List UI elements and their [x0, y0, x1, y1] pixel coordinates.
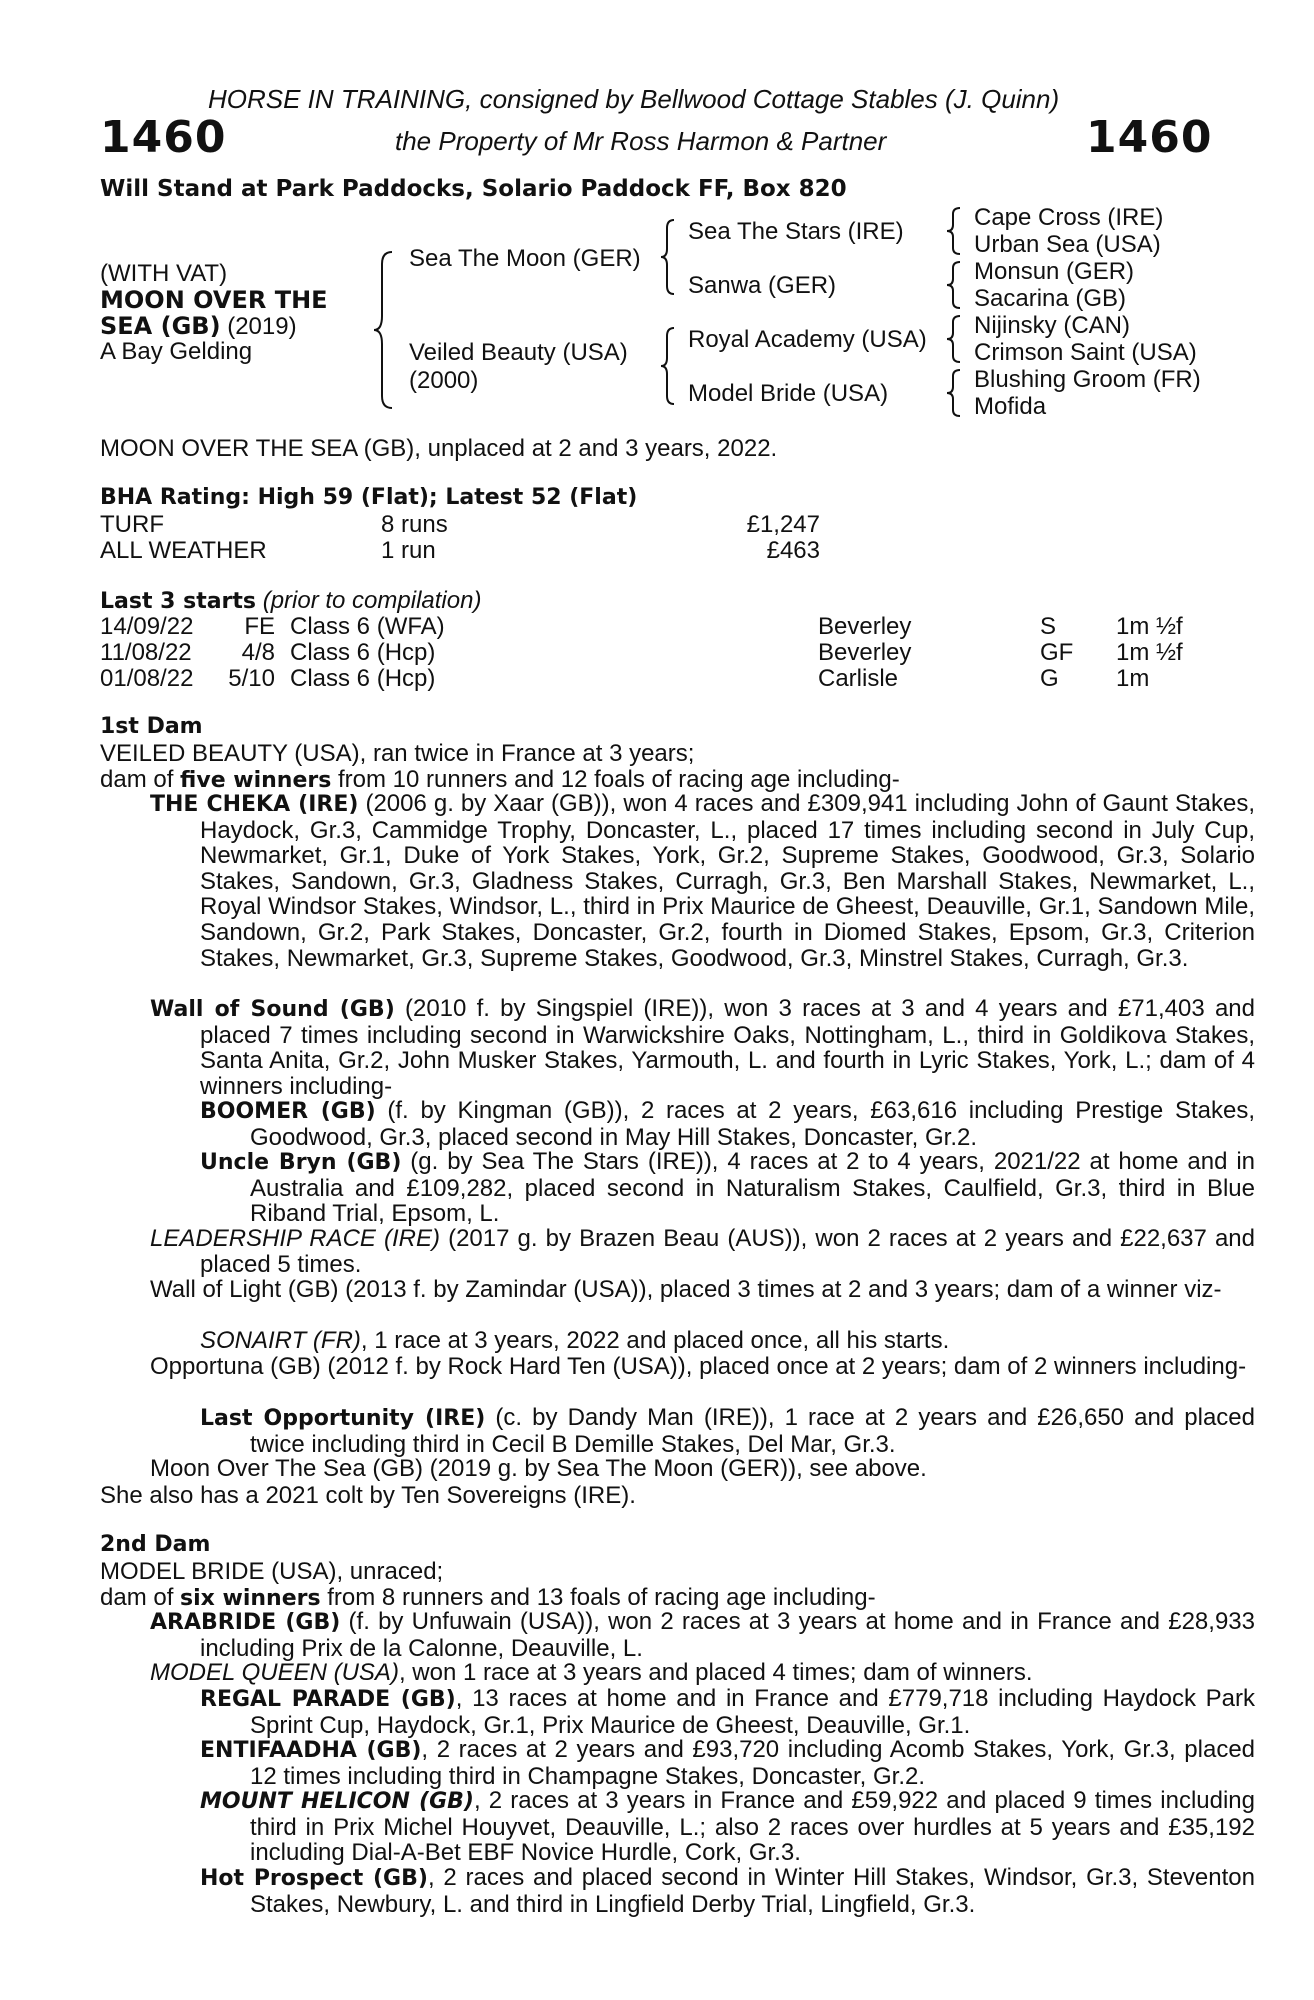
progeny-name: Last Opportunity (IRE) [200, 1406, 486, 1431]
progeny-name: LEADERSHIP RACE (IRE) [150, 1225, 440, 1252]
progeny-boomer [200, 1098, 1255, 1150]
horse-name-line2 [100, 312, 297, 341]
pedigree-gen3-2: Urban Sea (USA) [974, 231, 1161, 258]
progeny-uncle-bryn [200, 1149, 1255, 1227]
pedigree-brace-sire [658, 218, 678, 296]
progeny-name: REGAL PARADE (GB) [200, 1687, 456, 1712]
dam2-summary-pre: dam of [100, 1584, 181, 1611]
progeny-name: MODEL QUEEN (USA) [150, 1659, 399, 1686]
pedigree-dam-year: (2000) [409, 367, 479, 394]
progeny-hot-prospect [200, 1865, 1255, 1917]
progeny-text: (f. by Kingman (GB)), 2 races at 2 years, £63,616 including Prestige Stakes, Goodwood, Gr.3, placed second in May Hill Stakes, Doncaster, Gr.2. [250, 1097, 1255, 1151]
progeny-wall-of-sound [150, 996, 1255, 1099]
pedigree-gen3-3: Monsun (GER) [974, 258, 1135, 285]
pedigree-sire-sire: Sea The Stars (IRE) [688, 218, 904, 245]
horse-name-line1: MOON OVER THE [100, 286, 328, 314]
progeny-text: , 13 races at home and in France and £779,718 including Haydock Park Sprint Cup, Haydock, Gr.1, Prix Maurice de Gheest, Deauville, Gr.1. [250, 1685, 1255, 1739]
progeny-opportuna: Opportuna (GB) (2012 f. by Rock Hard Ten (USA)), placed once at 2 years; dam of 2 winners including- [150, 1353, 1247, 1380]
rating-prize-aw: £463 [766, 537, 820, 564]
start-race: Class 6 (Hcp) [290, 639, 436, 666]
progeny-text: (c. by Dandy Man (IRE)), 1 race at 2 years and £26,650 and placed twice including third in Cecil B Demille Stakes, Del Mar, Gr.3. [250, 1404, 1255, 1458]
rating-surface-turf: TURF [100, 511, 164, 538]
progeny-name: Wall of Sound (GB) [150, 997, 395, 1022]
pedigree-dam-dam: Model Bride (USA) [688, 380, 889, 407]
progeny-text: , 2 races and placed second in Winter Hill Stakes, Windsor, Gr.3, Steventon Stakes, Newbury, L. and third in Lingfield Derby Trial, Lingfield, Gr.3. [250, 1864, 1255, 1918]
dam1-summary-post: from 10 runners and 12 foals of racing age including- [331, 766, 900, 793]
horse-name: SEA (GB) [100, 312, 221, 340]
progeny-moon-over-the-sea: Moon Over The Sea (GB) (2019 g. by Sea The Moon (GER)), see above. [150, 1455, 927, 1482]
rating-runs-aw: 1 run [381, 537, 436, 564]
progeny-regal-parade [200, 1686, 1255, 1738]
starts-note: (prior to compilation) [262, 587, 482, 614]
progeny-wall-of-light: Wall of Light (GB) (2013 f. by Zamindar (USA)), placed 3 times at 2 and 3 years; dam of a winner viz- [150, 1276, 1222, 1303]
progeny-text: , 1 race at 3 years, 2022 and placed once, all his starts. [360, 1327, 950, 1354]
dam2-heading: 2nd Dam [100, 1532, 211, 1557]
progeny-name: SONAIRT (FR) [200, 1327, 361, 1354]
dam1-heading: 1st Dam [100, 714, 203, 739]
dam1-summary-pre: dam of [100, 766, 181, 793]
pedigree-brace-g3-2 [944, 260, 964, 310]
progeny-entifaadha [200, 1737, 1255, 1789]
progeny-text: (2010 f. by Singspiel (IRE)), won 3 races at 3 and 4 years and £71,403 and placed 7 times including second in Warwickshire Oaks, Nottingham, L., third in Goldikova Stakes, Santa Anita, Gr.2, John Musker Stakes, Yarmouth, L. and fourth in Lyric Stakes, York, L.; dam of 4 winners including- [200, 995, 1255, 1100]
progeny-name: Hot Prospect (GB) [200, 1866, 428, 1891]
dam2-intro: MODEL BRIDE (USA), unraced; [100, 1558, 444, 1585]
lot-number-right: 1460 [1086, 112, 1213, 163]
progeny-name: BOOMER (GB) [200, 1099, 376, 1124]
pedigree-brace-g3-3 [944, 314, 964, 364]
progeny-name: MOUNT HELICON (GB) [200, 1789, 474, 1814]
progeny-text: , 2 races at 3 years in France and £59,922 and placed 9 times including third in Prix Michel Houyvet, Deauville, L.; also 2 races over hurdles at 5 years and £35,192 including Dial-A-Bet EBF Novice Hurdle, Cork, Gr.3. [250, 1787, 1255, 1867]
pedigree-sire-dam: Sanwa (GER) [688, 272, 837, 299]
start-dist: 1m ½f [1116, 613, 1183, 640]
progeny-name: ENTIFAADHA (GB) [200, 1738, 422, 1763]
horse-year: (2019) [227, 313, 297, 340]
progeny-text: (2017 g. by Brazen Beau (AUS)), won 2 races at 2 years and £22,637 and placed 5 times. [200, 1225, 1255, 1278]
pedigree-gen3-4: Sacarina (GB) [974, 285, 1127, 312]
pedigree-sire: Sea The Moon (GER) [409, 245, 641, 272]
rating-prize-turf: £1,247 [746, 511, 820, 538]
progeny-name: ARABRIDE (GB) [150, 1610, 341, 1635]
dam1-colt-note: She also has a 2021 colt by Ten Sovereigns (IRE). [100, 1482, 636, 1509]
dam2-winners: six winners [180, 1586, 321, 1611]
start-going: G [1040, 665, 1059, 692]
start-date: 11/08/22 [100, 639, 192, 666]
lot-number-left: 1460 [100, 112, 227, 163]
progeny-model-queen [150, 1660, 1255, 1686]
progeny-name: Uncle Bryn (GB) [200, 1150, 402, 1175]
pedigree-gen3-6: Crimson Saint (USA) [974, 339, 1197, 366]
progeny-the-cheka [150, 791, 1255, 971]
start-dist: 1m [1116, 665, 1150, 692]
starts-heading-line [100, 587, 481, 615]
progeny-leadership-race [150, 1226, 1255, 1277]
progeny-text: , won 1 race at 3 years and placed 4 times; dam of winners. [398, 1659, 1033, 1686]
start-course: Beverley [818, 613, 912, 640]
progeny-text: (g. by Sea The Stars (IRE)), 4 races at 2 to 4 years, 2021/22 at home and in Australia and £109,282, placed second in Naturalism Stakes, Caulfield, Gr.3, third in Blue Riband Trial, Epsom, L. [250, 1148, 1255, 1228]
pedigree-brace-dam [658, 326, 678, 406]
dam1-winners: five winners [180, 768, 332, 793]
consignor-line: HORSE IN TRAINING, consigned by Bellwood Cottage Stables (J. Quinn) [208, 84, 1060, 114]
progeny-text: , 2 races at 2 years and £93,720 including Acomb Stakes, York, Gr.3, placed 12 times including third in Champagne Stakes, Doncaster, Gr.2. [250, 1736, 1256, 1790]
dam2-summary-post: from 8 runners and 13 foals of racing age including- [320, 1584, 876, 1611]
pedigree-gen3-8: Mofida [974, 393, 1047, 420]
rating-surface-aw: ALL WEATHER [100, 537, 267, 564]
progeny-text: (2006 g. by Xaar (GB)), won 4 races and £309,941 including John of Gaunt Stakes, Haydock, Gr.3, Cammidge Trophy, Doncaster, L., placed 17 times including second in July Cup, Newmarket, Gr.1, Duke of York Stakes, York, Gr.2, Supreme Stakes, Goodwood, Gr.3, Solario Stakes, Sandown, Gr.3, Gladness Stakes, Curragh, Gr.3, Ben Marshall Stakes, Newmarket, L., Royal Windsor Stakes, Windsor, L., third in Prix Maurice de Gheest, Deauville, Gr.1, Sandown Mile, Sandown, Gr.2, Park Stakes, Doncaster, Gr.2, fourth in Diomed Stakes, Epsom, Gr.3, Criterion Stakes, Newmarket, Gr.3, Supreme Stakes, Goodwood, Gr.3, Minstrel Stakes, Curragh, Gr.3. [200, 790, 1255, 972]
pedigree-dam: Veiled Beauty (USA) [409, 339, 628, 366]
progeny-mount-helicon [200, 1788, 1255, 1866]
start-course: Carlisle [818, 665, 899, 692]
race-summary: MOON OVER THE SEA (GB), unplaced at 2 and 3 years, 2022. [100, 435, 778, 462]
pedigree-brace-g3-4 [944, 368, 964, 418]
progeny-sonairt [200, 1328, 1255, 1354]
start-date: 01/08/22 [100, 665, 194, 692]
pedigree-gen3-5: Nijinsky (CAN) [974, 312, 1130, 339]
start-race: Class 6 (WFA) [290, 613, 445, 640]
progeny-text: (f. by Unfuwain (USA)), won 2 races at 3 years at home and in France and £28,933 including Prix de la Calonne, Deauville, L. [200, 1608, 1255, 1662]
rating-runs-turf: 8 runs [381, 511, 448, 538]
pedigree-dam-sire: Royal Academy (USA) [688, 326, 927, 353]
vat-label: (WITH VAT) [100, 260, 228, 287]
start-course: Beverley [818, 639, 912, 666]
progeny-name: THE CHEKA (IRE) [150, 792, 359, 817]
pedigree-brace-g3-1 [944, 206, 964, 256]
start-date: 14/09/22 [100, 613, 194, 640]
start-going: GF [1040, 639, 1074, 666]
start-pos: 4/8 [241, 639, 275, 666]
pedigree-brace-main [370, 250, 400, 410]
pedigree-gen3-1: Cape Cross (IRE) [974, 204, 1164, 231]
start-race: Class 6 (Hcp) [290, 665, 436, 692]
start-pos: 5/10 [228, 665, 275, 692]
start-going: S [1040, 613, 1057, 640]
start-dist: 1m ½f [1116, 639, 1183, 666]
progeny-last-opportunity [200, 1405, 1255, 1457]
pedigree-gen3-7: Blushing Groom (FR) [974, 366, 1201, 393]
starts-heading: Last 3 starts [100, 589, 257, 614]
horse-description: A Bay Gelding [100, 338, 253, 365]
bha-rating-heading: BHA Rating: High 59 (Flat); Latest 52 (Flat) [100, 485, 638, 510]
dam1-intro: VEILED BEAUTY (USA), ran twice in France at 3 years; [100, 740, 695, 767]
start-pos: FE [244, 613, 275, 640]
property-line: the Property of Mr Ross Harmon & Partner [395, 126, 887, 156]
stabling-line: Will Stand at Park Paddocks, Solario Paddock FF, Box 820 [100, 176, 847, 202]
progeny-arabride [150, 1609, 1255, 1661]
